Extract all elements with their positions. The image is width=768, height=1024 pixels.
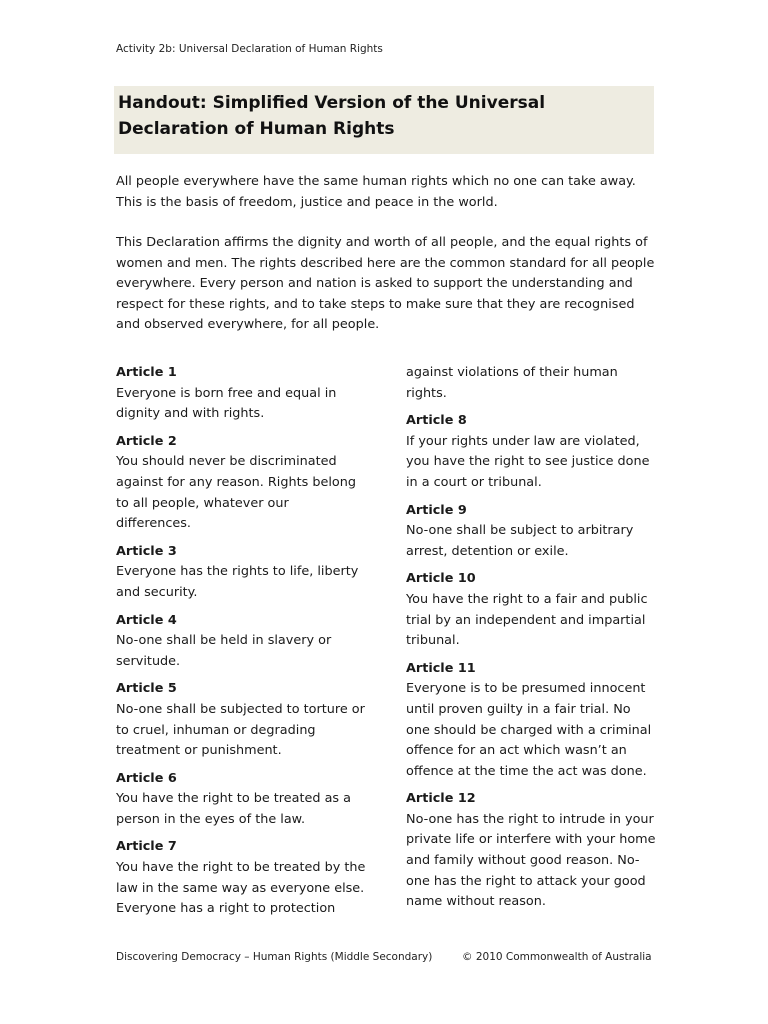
article-text: You have the right to be treated by the law in the same way as everyone else. Everyone has a right to protection [116,860,366,917]
article-8 [406,411,656,493]
article-text: You have the right to a fair and public trial by an independent and impartial tribunal. [406,591,648,649]
article-text: You have the right to be treated as a person in the eyes of the law. [116,791,351,827]
article-title: Article 4 [116,612,177,628]
footer-copyright: © 2010 Commonwealth of Australia [462,951,652,963]
article-title: Article 3 [116,543,177,559]
article-text: Everyone is to be presumed innocent until proven guilty in a fair trial. No one should be charged with a criminal offence for an act which wasn’t an offence at the time the act was done. [406,681,652,779]
article-text: No-one shall be subject to arbitrary arrest, detention or exile. [406,523,634,559]
article-title: Article 12 [406,791,476,807]
article-2 [116,432,366,535]
article-7 [116,837,366,919]
article-text: No-one shall be subjected to torture or to cruel, inhuman or degrading treatment or punishment. [116,701,365,759]
intro-paragraph-2: This Declaration affirms the dignity and worth of all people, and the equal rights of women and men. The rights described here are the common standard for all people everywhere. Every person and nation is asked to support the understanding and respect for these rights, and to take steps to make sure that they are recognised and observed everywhere, for all people. [116,235,655,333]
article-title: Article 8 [406,413,467,429]
article-title: Article 2 [116,433,177,449]
article-title: Article 6 [116,770,177,786]
article-title: Article 11 [406,660,476,676]
running-header: Activity 2b: Universal Declaration of Human Rights [116,43,383,55]
article-6 [116,769,366,831]
article-1 [116,363,366,425]
article-10 [406,569,656,651]
title-box [114,86,654,154]
article-text: Everyone is born free and equal in dignity and with rights. [116,385,337,422]
article-title: Article 9 [406,502,467,518]
article-4 [116,611,366,673]
article-12 [406,789,656,913]
page-title: Handout: Simplified Version of the Universal Declaration of Human Rights [118,93,546,139]
article-text: No-one has the right to intrude in your private life or interfere with your home and family without good reason. No-one has the right to attack your good name without reason. [406,811,656,910]
left-column [116,363,366,927]
article-text: You should never be discriminated against for any reason. Rights belong to all people, whatever our differences. [116,454,356,532]
article-title: Article 1 [116,365,177,380]
article-text: If your rights under law are violated, you have the right to see justice done in a court or tribunal. [406,433,650,490]
article-text: Everyone has the rights to life, liberty and security. [116,564,359,600]
article-title: Article 5 [116,681,177,697]
right-column [406,363,656,920]
article-title: Article 10 [406,571,476,587]
article-9 [406,501,656,563]
article-7-continuation: against violations of their human rights. [406,365,618,401]
footer-source: Discovering Democracy – Human Rights (Middle Secondary) [116,951,433,963]
article-5 [116,679,366,761]
article-title: Article 7 [116,839,177,855]
intro-paragraph-1: All people everywhere have the same human rights which no one can take away. This is the basis of freedom, justice and peace in the world. [116,174,636,210]
article-11 [406,659,656,783]
article-text: No-one shall be held in slavery or servitude. [116,633,332,669]
article-3 [116,542,366,604]
